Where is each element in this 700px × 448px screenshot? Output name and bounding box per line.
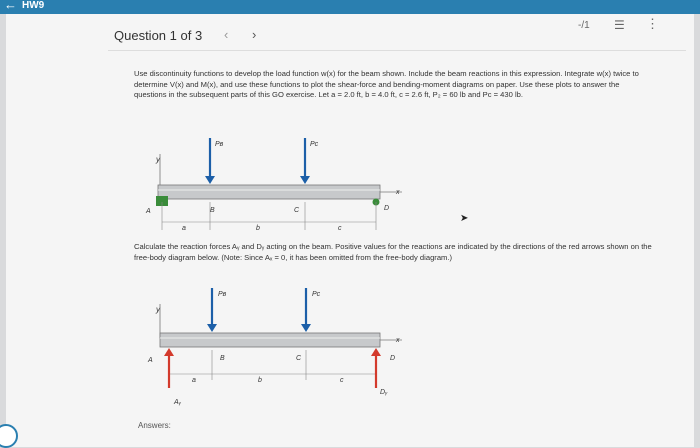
label-B: B <box>210 207 215 214</box>
y-axis-label: y <box>156 155 160 164</box>
list-icon[interactable]: ☰ <box>614 18 625 32</box>
label-D: D <box>390 355 396 362</box>
label-c: c <box>338 225 342 232</box>
label-D: D <box>384 205 390 212</box>
label-B: B <box>220 355 225 362</box>
chevron-left-icon[interactable]: ‹ <box>224 27 229 42</box>
answers-label: Answers: <box>138 421 171 430</box>
free-body-diagram <box>140 280 420 410</box>
mouse-cursor-icon: ➤ <box>460 213 469 224</box>
label-c: c <box>340 377 344 384</box>
label-C: C <box>294 207 300 214</box>
label-a: a <box>192 377 196 384</box>
app-title: HW9 <box>22 0 45 11</box>
problem-statement: Use discontinuity functions to develop the load function w(x) for the beam shown. Include the beam reactions in this expression. Integrate w(x) twice to determine V(x) and M(x), and use these functions to plot the shear-force and bending-moment diagrams on paper. Use these plots to answer the questions in the subsequent parts of this GO exercise. Let a = 2.0 ft, b = 4.0 ft, c = 2.6 ft, P₂ = 60 lb and Pc = 430 lb. <box>134 69 639 99</box>
label-A: A <box>148 357 153 364</box>
label-Ay: Aᵧ <box>174 399 182 406</box>
top-bar <box>0 0 700 14</box>
label-A: A <box>146 208 151 215</box>
label-Dy: Dᵧ <box>380 389 388 396</box>
beam <box>160 333 380 347</box>
x-axis-label: x <box>396 189 400 196</box>
label-PB: Pʙ <box>215 141 224 148</box>
reactions-prompt: Calculate the reaction forces Aᵧ and Dᵧ acting on the beam. Positive values for the reactions are indicated by the directions of the red arrows shown on the free-body diagram below. (Note: Since Aₓ = 0, it has been omitted from the free-body diagram.) <box>134 242 652 262</box>
x-axis-label: x <box>396 337 400 344</box>
y-axis-label: y <box>156 305 160 314</box>
label-b: b <box>256 225 260 232</box>
beam-diagram <box>140 132 420 232</box>
chevron-right-icon[interactable]: › <box>252 27 257 42</box>
label-C: C <box>296 355 302 362</box>
label-PC: Pc <box>310 141 319 148</box>
label-b: b <box>258 377 262 384</box>
divider <box>108 50 686 51</box>
label-a: a <box>182 225 186 232</box>
question-counter: Question 1 of 3 <box>114 28 203 43</box>
more-vertical-icon[interactable]: ⋮ <box>646 16 659 31</box>
arrow-left-icon[interactable]: ← <box>4 0 17 12</box>
label-PC: Pc <box>312 291 321 298</box>
beam <box>158 185 380 199</box>
label-PB: Pʙ <box>218 291 227 298</box>
score-label: -/1 <box>578 20 590 31</box>
